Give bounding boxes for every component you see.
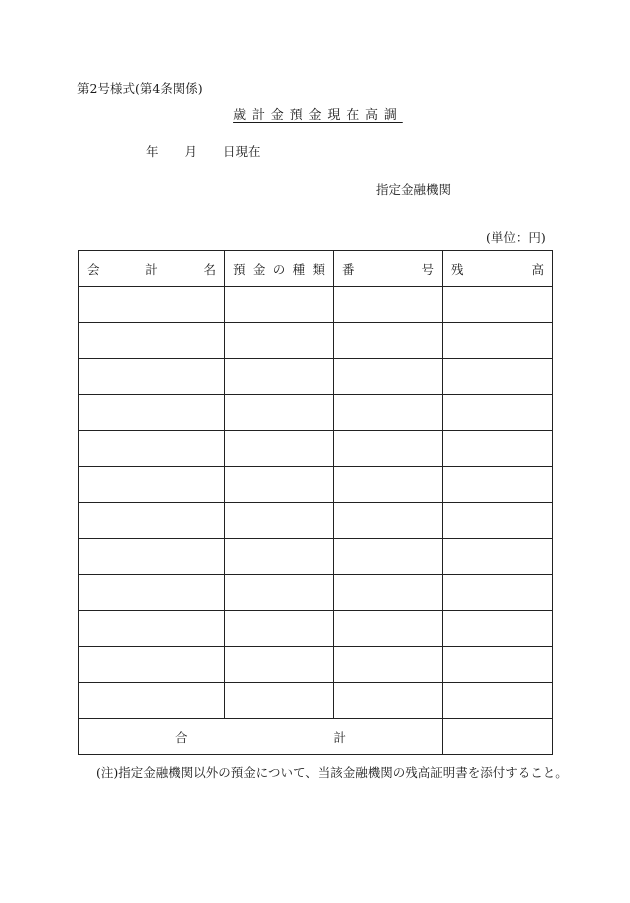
deposit-type-cell[interactable]	[225, 503, 334, 539]
column-header-char: 預	[233, 261, 246, 277]
document-title-text: 歳計金預金現在高調	[233, 108, 403, 123]
account-name-cell[interactable]	[79, 395, 225, 431]
balance-cell[interactable]	[443, 287, 553, 323]
deposit-type-cell[interactable]	[225, 395, 334, 431]
account-name-cell[interactable]	[79, 503, 225, 539]
account-name-cell[interactable]	[79, 539, 225, 575]
account-name-cell[interactable]	[79, 287, 225, 323]
balance-cell[interactable]	[443, 611, 553, 647]
total-row	[79, 719, 553, 755]
table-row	[79, 323, 553, 359]
deposit-type-cell[interactable]	[225, 431, 334, 467]
form-number: 第2号様式(第4条関係)	[77, 81, 203, 96]
balance-cell[interactable]	[443, 323, 553, 359]
balance-cell[interactable]	[443, 539, 553, 575]
deposit-type-cell[interactable]	[225, 359, 334, 395]
balance-cell[interactable]	[443, 359, 553, 395]
total-label-char: 合	[175, 729, 188, 745]
number-cell[interactable]	[334, 683, 443, 719]
column-header-char: 高	[531, 261, 544, 277]
table-row	[79, 539, 553, 575]
number-cell[interactable]	[334, 647, 443, 683]
account-name-cell[interactable]	[79, 431, 225, 467]
table-row	[79, 647, 553, 683]
number-cell[interactable]	[334, 395, 443, 431]
unit-label: (単位：円)	[486, 230, 546, 245]
table-row	[79, 287, 553, 323]
balance-cell[interactable]	[443, 503, 553, 539]
account-name-cell[interactable]	[79, 611, 225, 647]
column-header-char: 号	[421, 261, 434, 277]
column-header-char: 種	[292, 261, 306, 277]
account-name-cell[interactable]	[79, 683, 225, 719]
month-label: 月	[184, 144, 198, 159]
column-header-balance	[443, 251, 553, 287]
account-name-cell[interactable]	[79, 323, 225, 359]
deposit-type-cell[interactable]	[225, 683, 334, 719]
number-cell[interactable]	[334, 323, 443, 359]
column-header-account-name	[79, 251, 225, 287]
table-row	[79, 503, 553, 539]
total-amount-cell[interactable]	[443, 719, 553, 755]
table-row	[79, 395, 553, 431]
number-cell[interactable]	[334, 287, 443, 323]
total-label-cell	[79, 719, 443, 755]
number-cell[interactable]	[334, 539, 443, 575]
column-header-char: 番	[342, 261, 355, 277]
balance-cell[interactable]	[443, 575, 553, 611]
table-row	[79, 683, 553, 719]
deposit-type-cell[interactable]	[225, 611, 334, 647]
number-cell[interactable]	[334, 575, 443, 611]
balance-cell[interactable]	[443, 683, 553, 719]
day-label: 日現在	[223, 144, 261, 159]
table-row	[79, 611, 553, 647]
deposit-type-cell[interactable]	[225, 647, 334, 683]
year-label: 年	[146, 144, 159, 159]
column-header-char: 計	[145, 261, 158, 277]
account-name-cell[interactable]	[79, 359, 225, 395]
column-header-char: 名	[203, 261, 216, 277]
column-header-char: 残	[451, 261, 464, 277]
account-name-cell[interactable]	[79, 647, 225, 683]
deposit-type-cell[interactable]	[225, 467, 334, 503]
balance-cell[interactable]	[443, 431, 553, 467]
balance-cell[interactable]	[443, 467, 553, 503]
deposit-type-cell[interactable]	[225, 323, 334, 359]
deposit-type-cell[interactable]	[225, 539, 334, 575]
account-name-cell[interactable]	[79, 575, 225, 611]
designated-bank-label: 指定金融機関	[376, 182, 452, 197]
account-name-cell[interactable]	[79, 467, 225, 503]
number-cell[interactable]	[334, 359, 443, 395]
column-header-char: 会	[87, 261, 100, 277]
table-header-row	[79, 251, 553, 287]
number-cell[interactable]	[334, 503, 443, 539]
balance-cell[interactable]	[443, 395, 553, 431]
total-label-char: 計	[333, 729, 346, 745]
number-cell[interactable]	[334, 431, 443, 467]
deposit-type-cell[interactable]	[225, 287, 334, 323]
date-line	[146, 142, 261, 160]
footnote: (注)指定金融機関以外の預金について、当該金融機関の残高証明書を添付すること。	[96, 765, 568, 780]
table-row	[79, 575, 553, 611]
number-cell[interactable]	[334, 611, 443, 647]
number-cell[interactable]	[334, 467, 443, 503]
table-row	[79, 467, 553, 503]
column-header-char: の	[272, 261, 286, 277]
column-header-number	[334, 251, 443, 287]
table-row	[79, 359, 553, 395]
deposit-table	[78, 250, 553, 755]
column-header-char: 類	[312, 261, 325, 277]
table-row	[79, 431, 553, 467]
column-header-char: 金	[252, 261, 266, 277]
balance-cell[interactable]	[443, 647, 553, 683]
deposit-type-cell[interactable]	[225, 575, 334, 611]
column-header-deposit-type	[225, 251, 334, 287]
document-title	[0, 104, 630, 123]
